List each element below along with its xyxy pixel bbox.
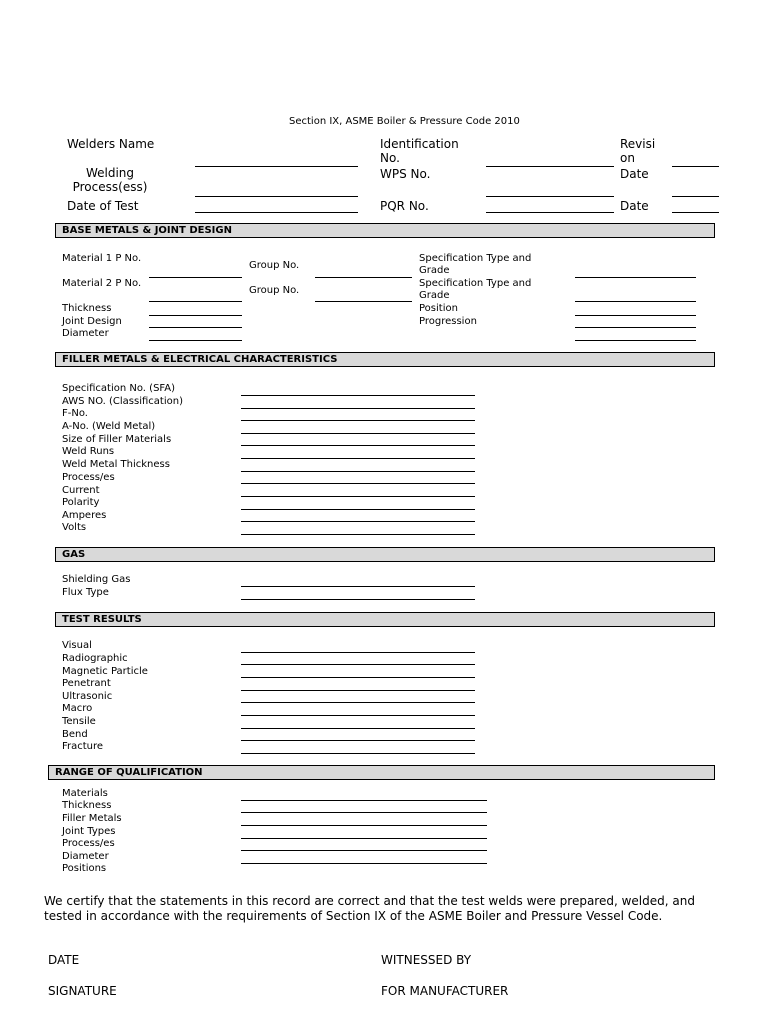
welding-process-label: Welding Process(ess)	[72, 166, 148, 194]
welders-name-field[interactable]	[195, 166, 358, 167]
progression-field[interactable]	[575, 327, 696, 328]
range-item-joint: Joint Types	[62, 826, 116, 837]
diameter-label: Diameter	[62, 328, 109, 339]
filler-field[interactable]	[241, 458, 475, 459]
filler-field[interactable]	[241, 509, 475, 510]
filler-item-weld-runs: Weld Runs	[62, 446, 115, 457]
filler-field[interactable]	[241, 483, 475, 484]
filler-item-amperes: Amperes	[62, 510, 107, 521]
filler-item-aws-no: AWS NO. (Classification)	[62, 396, 183, 407]
filler-field[interactable]	[241, 471, 475, 472]
group-no-field-1[interactable]	[315, 277, 412, 278]
gas-item-shielding: Shielding Gas	[62, 574, 131, 585]
joint-design-field[interactable]	[149, 327, 242, 328]
test-field[interactable]	[241, 652, 475, 653]
filler-field[interactable]	[241, 420, 475, 421]
diameter-field[interactable]	[149, 340, 242, 341]
test-field[interactable]	[241, 702, 475, 703]
date-field-1[interactable]	[672, 196, 719, 197]
test-item-penetrant: Penetrant	[62, 678, 111, 689]
range-field[interactable]	[241, 850, 487, 851]
welding-process-field[interactable]	[195, 196, 358, 197]
date-field-2[interactable]	[672, 212, 719, 213]
identification-no-field[interactable]	[486, 166, 614, 167]
material1-label: Material 1 P No.	[62, 253, 142, 264]
range-item-positions: Positions	[62, 863, 107, 874]
wps-no-field[interactable]	[486, 196, 614, 197]
thickness-label: Thickness	[62, 303, 112, 314]
spec-type-grade-field-2[interactable]	[575, 301, 696, 302]
material2-label: Material 2 P No.	[62, 278, 142, 289]
range-field[interactable]	[241, 863, 487, 864]
filler-field[interactable]	[241, 496, 475, 497]
group-no-label-2: Group No.	[249, 285, 300, 296]
group-no-field-2[interactable]	[315, 301, 412, 302]
filler-item-weld-thickness: Weld Metal Thickness	[62, 459, 170, 470]
filler-item-spec-no: Specification No. (SFA)	[62, 383, 175, 394]
base-extra-field[interactable]	[575, 340, 696, 341]
filler-field[interactable]	[241, 433, 475, 434]
spec-type-grade-field-1[interactable]	[575, 277, 696, 278]
revision-field[interactable]	[672, 166, 719, 167]
range-item-filler: Filler Metals	[62, 813, 122, 824]
for-manufacturer-label: FOR MANUFACTURER	[381, 984, 509, 998]
range-field[interactable]	[241, 800, 487, 801]
test-item-radiographic: Radiographic	[62, 653, 128, 664]
test-item-bend: Bend	[62, 729, 88, 740]
section-base-metals: BASE METALS & JOINT DESIGN	[55, 223, 715, 238]
test-item-magnetic: Magnetic Particle	[62, 666, 148, 677]
filler-field[interactable]	[241, 521, 475, 522]
wps-no-label: WPS No.	[380, 167, 431, 181]
thickness-field[interactable]	[149, 315, 242, 316]
test-item-ultrasonic: Ultrasonic	[62, 691, 113, 702]
test-item-visual: Visual	[62, 640, 92, 651]
certification-text: We certify that the statements in this record are correct and that the test welds were prepared, welded, and tested in accordance with the requirements of Section IX of the ASME Boiler and Pressure Vessel Code.	[44, 894, 695, 923]
signature-label: SIGNATURE	[48, 984, 117, 998]
range-item-process: Process/es	[62, 838, 115, 849]
filler-item-process: Process/es	[62, 472, 115, 483]
test-field[interactable]	[241, 664, 475, 665]
filler-field[interactable]	[241, 408, 475, 409]
date-label-2: Date	[620, 199, 649, 213]
filler-item-f-no: F-No.	[62, 408, 88, 419]
identification-no-label: Identification No.	[380, 137, 459, 165]
spec-type-grade-label-1: Specification Type and Grade	[419, 253, 532, 276]
test-item-macro: Macro	[62, 703, 93, 714]
revision-label: Revision	[620, 137, 656, 165]
range-field[interactable]	[241, 838, 487, 839]
position-label: Position	[419, 303, 458, 314]
filler-item-a-no: A-No. (Weld Metal)	[62, 421, 156, 432]
material1-field[interactable]	[149, 277, 242, 278]
gas-field[interactable]	[241, 599, 475, 600]
test-item-tensile: Tensile	[62, 716, 96, 727]
date-of-test-label: Date of Test	[67, 199, 139, 213]
range-field[interactable]	[241, 825, 487, 826]
range-field[interactable]	[241, 812, 487, 813]
pqr-no-field[interactable]	[486, 212, 614, 213]
filler-item-volts: Volts	[62, 522, 87, 533]
material2-field[interactable]	[149, 301, 242, 302]
pqr-no-label: PQR No.	[380, 199, 429, 213]
position-field[interactable]	[575, 315, 696, 316]
range-item-thickness: Thickness	[62, 800, 112, 811]
gas-field[interactable]	[241, 586, 475, 587]
section-range: RANGE OF QUALIFICATION	[48, 765, 715, 780]
test-field[interactable]	[241, 740, 475, 741]
form-title: Section IX, ASME Boiler & Pressure Code 2010	[289, 116, 520, 127]
test-field[interactable]	[241, 690, 475, 691]
filler-item-polarity: Polarity	[62, 497, 100, 508]
test-field[interactable]	[241, 753, 475, 754]
range-item-materials: Materials	[62, 788, 108, 799]
filler-field[interactable]	[241, 534, 475, 535]
section-test-results: TEST RESULTS	[55, 612, 715, 627]
test-field[interactable]	[241, 728, 475, 729]
witnessed-by-label: WITNESSED BY	[381, 953, 472, 967]
progression-label: Progression	[419, 316, 477, 327]
filler-field[interactable]	[241, 395, 475, 396]
group-no-label-1: Group No.	[249, 260, 300, 271]
test-item-fracture: Fracture	[62, 741, 104, 752]
test-field[interactable]	[241, 715, 475, 716]
range-item-diameter: Diameter	[62, 851, 109, 862]
gas-item-flux: Flux Type	[62, 587, 109, 598]
welders-name-label: Welders Name	[67, 137, 155, 151]
joint-design-label: Joint Design	[62, 316, 122, 327]
spec-type-grade-label-2: Specification Type and Grade	[419, 278, 532, 301]
filler-field[interactable]	[241, 445, 475, 446]
date-of-test-field[interactable]	[195, 212, 358, 213]
date-sign-label: DATE	[48, 953, 80, 967]
test-field[interactable]	[241, 677, 475, 678]
date-label-1: Date	[620, 167, 649, 181]
section-gas: GAS	[55, 547, 715, 562]
filler-item-size: Size of Filler Materials	[62, 434, 172, 445]
section-filler-metals: FILLER METALS & ELECTRICAL CHARACTERISTICS	[55, 352, 715, 367]
filler-item-current: Current	[62, 485, 100, 496]
